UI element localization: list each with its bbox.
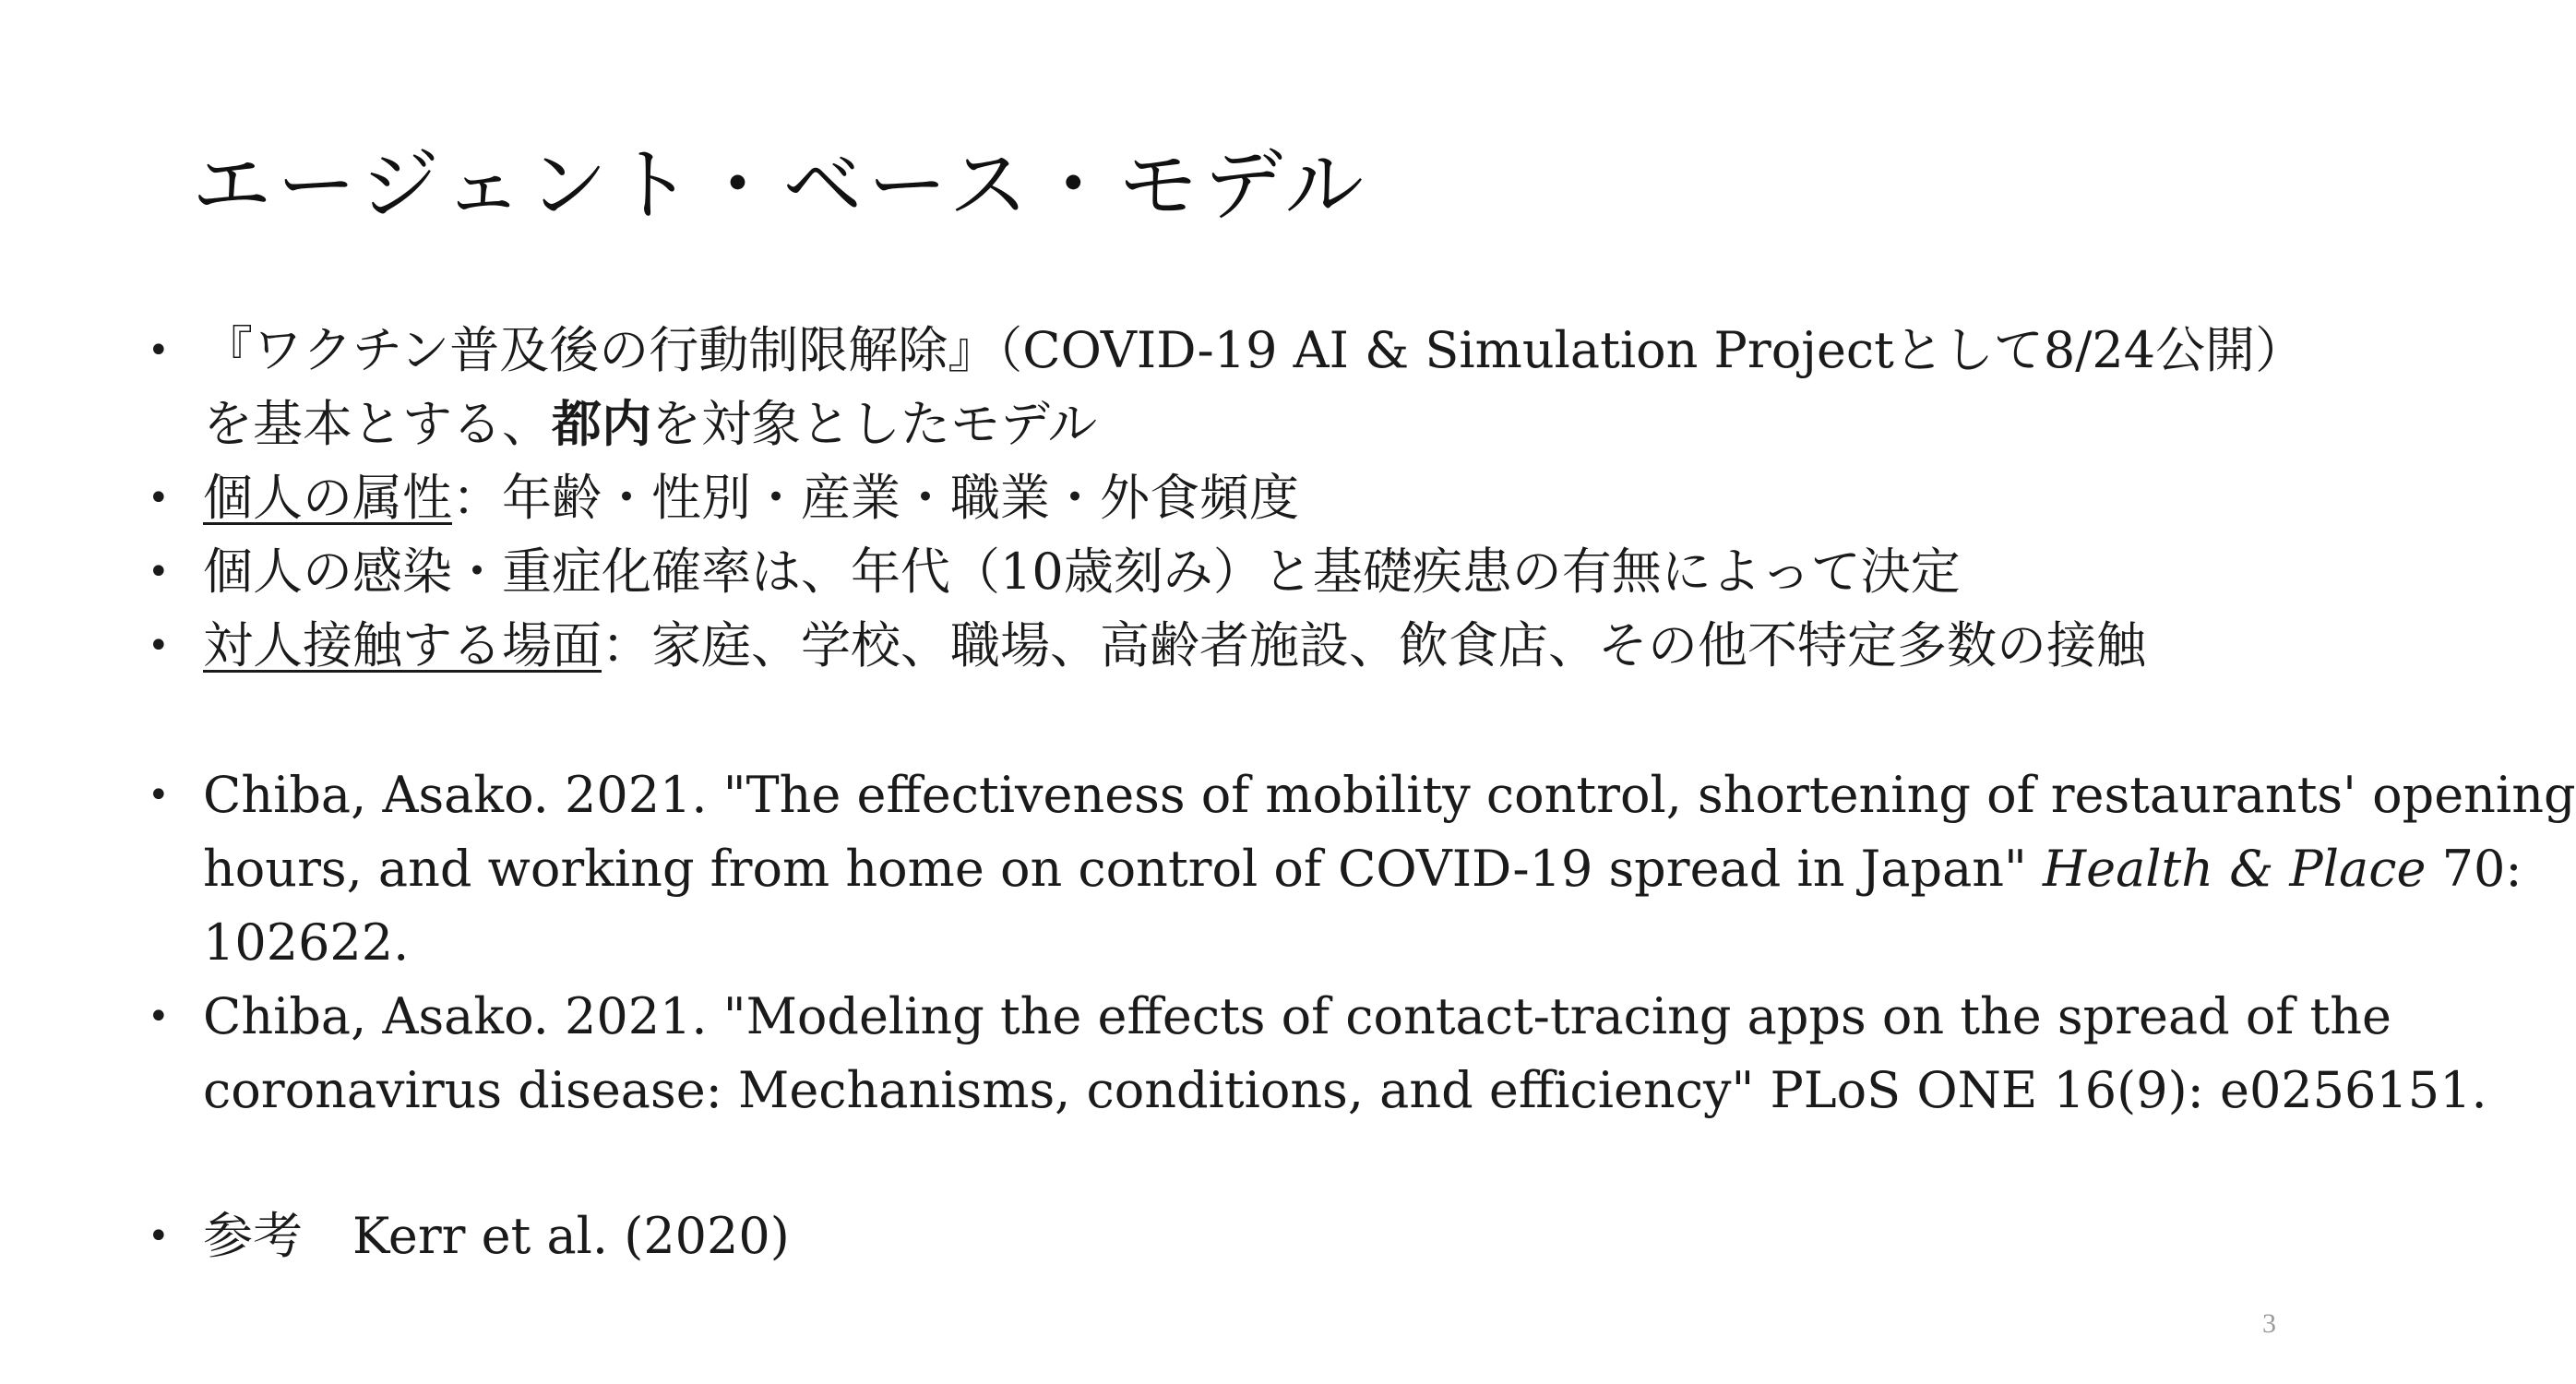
slide-title: エージェント・ベース・モデル [192, 139, 1369, 232]
text-segment: 70: [2426, 840, 2522, 898]
slide-content [148, 314, 2576, 1273]
journal-name: Health & Place [2043, 840, 2427, 898]
reference-item-health-place [148, 758, 2576, 980]
text-segment: を対象としたモデル [651, 395, 1098, 453]
spacer [148, 1127, 2362, 1199]
bullet-icon: • [148, 774, 170, 817]
bullet-item-contact-scenes [148, 609, 2362, 683]
bullet-icon: • [148, 1215, 170, 1258]
reference-text-line [203, 832, 2522, 906]
bullet-text-line: 『ワクチン普及後の行動制限解除』（COVID-19 AI & Simulation Projectとして8/24公開） [203, 321, 2306, 379]
bullet-icon: • [148, 329, 170, 372]
reference-text-line: Chiba, Asako. 2021. "Modeling the effects of contact-tracing apps on the spread of the [203, 987, 2391, 1045]
reference-note-text: 参考 Kerr et al. (2020) [203, 1207, 790, 1265]
underlined-term: 個人の属性 [203, 469, 452, 527]
bullet-item-attributes [148, 461, 2362, 535]
reference-item-plos-one [148, 980, 2487, 1127]
bullet-icon: • [148, 477, 170, 519]
bullet-item-probability [148, 535, 2362, 609]
bullet-item-reference-note [148, 1199, 2362, 1273]
text-segment: hours, and working from home on control of COVID-19 spread in Japan" [203, 840, 2044, 898]
bullet-icon: • [148, 551, 170, 593]
bullet-text-line [203, 388, 2362, 461]
bullet-icon: • [148, 625, 170, 667]
bullet-text-line: 個人の感染・重症化確率は、年代（10歳刻み）と基礎疾患の有無によって決定 [203, 543, 1961, 601]
reference-text-line: 102622. [203, 913, 410, 972]
reference-text-line: Chiba, Asako. 2021. "The effectiveness of mobility control, shortening of restaurants' opening [203, 766, 2576, 824]
bullet-item-base-model [148, 314, 2362, 461]
bullet-text-line [203, 461, 2362, 535]
text-segment: を基本とする、 [203, 395, 552, 453]
underlined-term: 対人接触する場面 [203, 616, 602, 674]
spacer [148, 683, 2362, 758]
bold-text: 都内 [552, 395, 651, 453]
page-number: 3 [2262, 1308, 2276, 1339]
reference-text-line: coronavirus disease: Mechanisms, conditions, and efficiency" PLoS ONE 16(9): e0256151. [203, 1061, 2487, 1119]
bullet-icon: • [148, 996, 170, 1038]
text-segment: ：年齢・性別・産業・職業・外食頻度 [452, 469, 1299, 527]
text-segment: ：家庭、学校、職場、高齢者施設、飲食店、その他不特定多数の接触 [602, 616, 2146, 674]
bullet-text-line [203, 609, 2362, 683]
